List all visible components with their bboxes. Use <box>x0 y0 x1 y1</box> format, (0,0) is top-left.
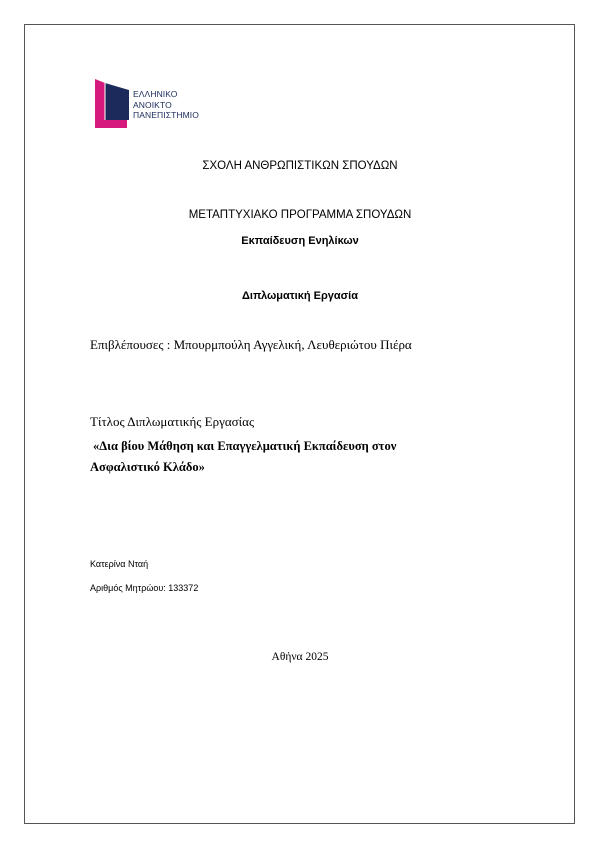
logo-emblem-icon <box>93 78 131 130</box>
logo-line-1: ΕΛΛΗΝΙΚΟ <box>133 89 178 99</box>
thesis-title-line-1: «Δια βίου Μάθηση και Επαγγελματική Εκπαίδευση στον <box>93 439 397 453</box>
thesis-title-line-2: Ασφαλιστικό Κλάδο» <box>90 460 205 474</box>
place-date: Αθήνα 2025 <box>271 651 329 663</box>
university-logo <box>93 78 233 130</box>
school-name: ΣΧΟΛΗ ΑΝΘΡΩΠΙΣΤΙΚΩΝ ΣΠΟΥΔΩΝ <box>202 160 398 172</box>
thesis-type: Διπλωματική Εργασία <box>242 290 358 302</box>
logo-line-3: ΠΑΝΕΠΙΣΤΗΜΙΟ <box>133 110 199 120</box>
registration-number: Αριθμός Μητρώου: 133372 <box>90 583 199 593</box>
program-subtitle: Εκπαίδευση Ενηλίκων <box>241 235 359 247</box>
title-label: Τίτλος Διπλωματικής Εργασίας <box>90 414 255 429</box>
logo-wordmark <box>133 89 199 121</box>
supervisors: Επιβλέπουσες : Μπουρμπούλη Αγγελική, Λευθεριώτου Πιέρα <box>90 337 412 352</box>
logo-line-2: ΑΝΟΙΚΤΟ <box>133 99 172 110</box>
program-name: ΜΕΤΑΠΤΥΧΙΑΚΟ ΠΡΟΓΡΑΜΜΑ ΣΠΟΥΔΩΝ <box>188 209 412 221</box>
author-name: Κατερίνα Νταή <box>90 559 149 569</box>
